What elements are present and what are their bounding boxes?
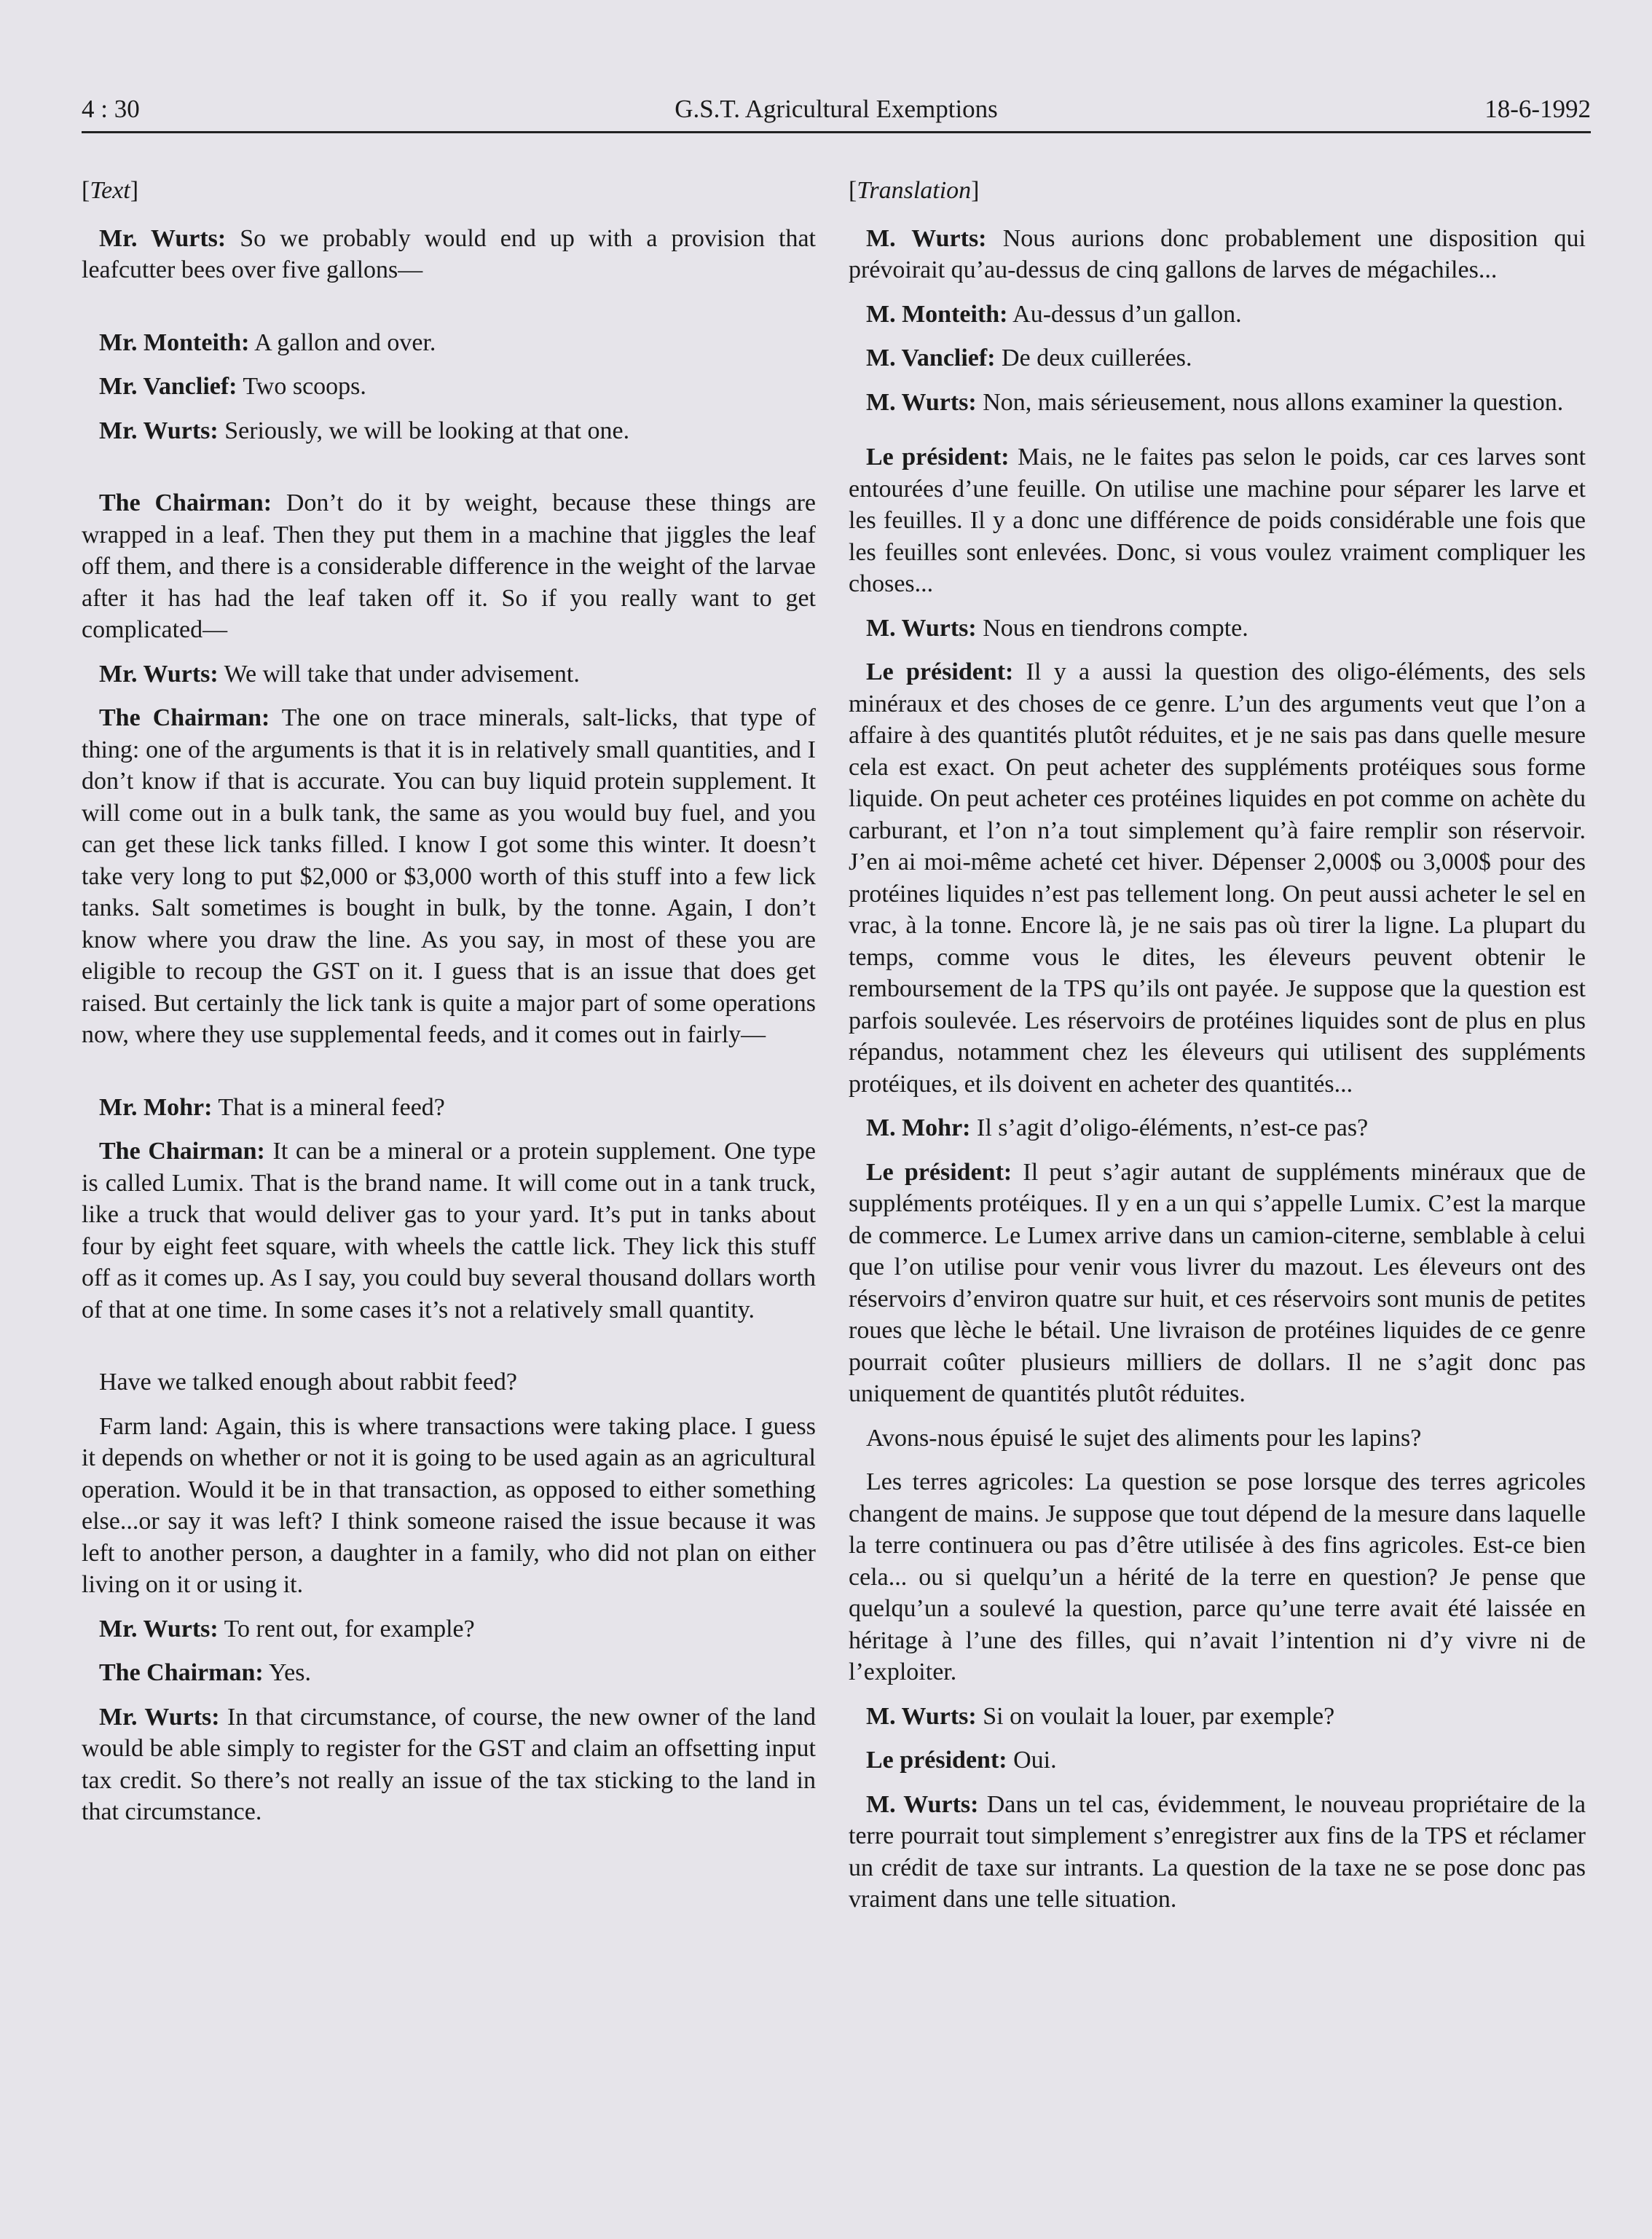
speech-text: That is a mineral feed? bbox=[212, 1093, 445, 1121]
transcript-paragraph bbox=[849, 1423, 1586, 1455]
speech-text: Non, mais sérieusement, nous allons examiner la question. bbox=[976, 388, 1564, 416]
speech-text: Don’t do it by weight, because these things are wrapped in a leaf. Then they put them in a machine that jiggles the leaf off them, and there is a considerable difference in the weight of the larvae after it has had the leaf taken off it. So if you really want to get complicated— bbox=[82, 489, 816, 643]
transcript-paragraph bbox=[82, 658, 816, 690]
transcript-paragraph bbox=[849, 441, 1586, 600]
speaker-name: M. Wurts: bbox=[866, 388, 977, 416]
speaker-name: Mr. Wurts: bbox=[99, 224, 227, 252]
speech-text: Les terres agricoles: La question se pose lorsque des terres agricoles changent de mains. Je suppose que tout dépend de la mesure dans laquelle la terre continuera ou pas d’être utilisée à des fins agricoles. Est-ce bien cela... ou si quelqu’un a hérité de la terre en question? Je pense que quelqu’un a soulevé la question, parce qu’une terre avait été laissée en héritage à l’une des filles, qui n’avait l’intention ni d’y vivre ni de l’exploiter. bbox=[849, 1468, 1586, 1685]
speech-text: Dans un tel cas, évidemment, le nouveau propriétaire de la terre pourrait tout simplement s’enregistrer aux fins de la TPS et réclamer un crédit de taxe sur intrants. La question de la taxe ne se pose donc pas vraiment dans une telle situation. bbox=[849, 1790, 1586, 1913]
transcript-paragraph bbox=[82, 1613, 816, 1645]
speaker-name: The Chairman: bbox=[99, 1138, 265, 1165]
document-date: 18-6-1992 bbox=[1484, 95, 1591, 123]
speech-text: Seriously, we will be looking at that one. bbox=[218, 417, 630, 444]
speech-text: We will take that under advisement. bbox=[218, 660, 580, 688]
speaker-name: M. Wurts: bbox=[866, 224, 987, 252]
speech-text: Si on voulait la louer, par exemple? bbox=[976, 1702, 1335, 1730]
speech-text: A gallon and over. bbox=[249, 328, 436, 356]
transcript-paragraph bbox=[82, 371, 816, 403]
speech-text: Two scoops. bbox=[237, 373, 366, 400]
transcript-paragraph bbox=[82, 702, 816, 1051]
speaker-name: M. Monteith: bbox=[866, 300, 1008, 328]
column-label: [Text] bbox=[82, 177, 139, 204]
transcript-paragraph bbox=[82, 487, 816, 646]
speaker-name: Mr. Vanclief: bbox=[99, 373, 237, 400]
transcript-paragraph bbox=[849, 1744, 1586, 1776]
transcript-paragraph bbox=[849, 342, 1586, 374]
speech-text: Au-dessus d’un gallon. bbox=[1007, 300, 1242, 328]
transcript-paragraph bbox=[849, 1157, 1586, 1410]
speech-text: Yes. bbox=[263, 1659, 311, 1686]
transcript-paragraph bbox=[82, 1092, 816, 1124]
document-title: G.S.T. Agricultural Exemptions bbox=[674, 95, 998, 123]
speaker-name: Le président: bbox=[866, 444, 1010, 471]
speech-text: It can be a mineral or a protein supplement. One type is called Lumix. That is the brand name. It will come out in a tank truck, like a truck that would deliver gas to your yard. It’s put in tanks about four by eight feet square, with wheels the cattle lick. They lick this stuff off as it comes up. As I say, you could buy several thousand dollars worth of that at one time. In some cases it’s not a relatively small quantity. bbox=[82, 1138, 816, 1323]
speech-text: Il y a aussi la question des oligo-éléments, des sels minéraux et des choses de ce genre. L’un des arguments veut que l’on a affaire à des quantités plutôt réduites, et je ne sais pas dans quelle mesure cela est exact. On peut acheter des suppléments protéiques sous forme liquide. On peut acheter ces protéines liquides en pot comme on achète du carburant, et l’on n’a tout simplement qu’à faire remplir son réservoir. J’en ai moi-même acheté cet hiver. Dépenser 2,000$ ou 3,000$ pour des protéines liquides n’est pas tellement long. On peut aussi acheter le sel en vrac, à la tonne. Encore là, je ne sais pas où tirer la ligne. La plupart du temps, comme vous le dites, les éleveurs peuvent obtenir le remboursement de la TPS qu’ils ont payée. Je suppose que la question est parfois soulevée. Les réservoirs de protéines liquides sont de plus en plus répandus, notamment chez les éleveurs qui utilisent des suppléments protéiques, et ils doivent en acheter des quantités... bbox=[849, 658, 1586, 1098]
speaker-name: M. Wurts: bbox=[866, 1702, 977, 1730]
speaker-name: Mr. Wurts: bbox=[99, 1703, 220, 1731]
speech-text: The one on trace minerals, salt-licks, that type of thing: one of the arguments is that it is in relatively small quantities, and I don’t know if that is accurate. You can buy liquid protein supplement. It will come out in a bulk tank, the same as you would buy fuel, and you can get these lick tanks filled. I know I got some this winter. It doesn’t take very long to put $2,000 or $3,000 worth of this stuff into a few lick tanks. Salt sometimes is bought in bulk, by the tonne. Again, I don’t know where you draw the line. As you say, in most of these you are eligible to recoup the GST on it. I guess that is an issue that does get raised. But certainly the lick tank is quite a major part of some operations now, where they use supplemental feeds, and it comes out in fairly— bbox=[82, 704, 817, 1048]
transcript-paragraph bbox=[849, 1701, 1586, 1733]
speaker-name: Le président: bbox=[866, 1158, 1012, 1186]
speaker-name: M. Vanclief: bbox=[866, 345, 996, 371]
speaker-name: M. Wurts: bbox=[866, 614, 977, 642]
speaker-name: Mr. Wurts: bbox=[99, 417, 219, 444]
column-label: [Translation] bbox=[849, 177, 980, 204]
transcript-paragraph bbox=[849, 1466, 1586, 1688]
speaker-name: Mr. Wurts: bbox=[99, 1615, 219, 1642]
speech-text: Oui. bbox=[1007, 1747, 1057, 1774]
speech-text: Nous aurions donc probablement une disposition qui prévoirait qu’au-dessus de cinq gallons de larves de mégachiles... bbox=[849, 224, 1586, 283]
speech-text: Il s’agit d’oligo-éléments, n’est-ce pas? bbox=[970, 1114, 1369, 1141]
transcript-paragraph bbox=[82, 223, 816, 286]
speaker-name: M. Mohr: bbox=[866, 1114, 971, 1141]
speech-text: Farm land: Again, this is where transactions were taking place. I guess it depends on whether or not it is going to be used again as an agricultural operation. Would it be in that transaction, as opposed to either something else...or say it was left? I think someone raised the issue because it was left to another person, a daughter in a family, who did not plan on either living on it or using it. bbox=[82, 1412, 816, 1598]
speaker-name: Mr. Monteith: bbox=[99, 328, 250, 356]
transcript-paragraph bbox=[82, 1366, 816, 1398]
speaker-name: Le président: bbox=[866, 1747, 1007, 1774]
speech-text: Avons-nous épuisé le sujet des aliments pour les lapins? bbox=[866, 1424, 1422, 1452]
speaker-name: The Chairman: bbox=[99, 489, 272, 516]
speech-text: Mais, ne le faites pas selon le poids, car ces larves sont entourées d’une feuille. On utilise une machine pour séparer les larve et les feuilles. Il y a donc une différence de poids considérable une fois que les feuilles sont enlevées. Donc, si vous voulez vraiment compliquer les choses... bbox=[849, 444, 1586, 597]
speaker-name: Mr. Mohr: bbox=[99, 1093, 213, 1121]
speaker-name: M. Wurts: bbox=[866, 1790, 979, 1818]
page-number: 4 : 30 bbox=[82, 95, 140, 123]
transcript-paragraph bbox=[82, 327, 816, 359]
transcript-paragraph bbox=[849, 1112, 1586, 1144]
transcript-paragraph bbox=[82, 1657, 816, 1689]
speech-text: To rent out, for example? bbox=[218, 1615, 475, 1642]
speaker-name: The Chairman: bbox=[99, 704, 270, 731]
transcript-paragraph bbox=[82, 1411, 816, 1601]
transcript-paragraph bbox=[82, 415, 816, 447]
speaker-name: Mr. Wurts: bbox=[99, 660, 219, 688]
speech-text: De deux cuillerées. bbox=[995, 345, 1192, 371]
transcript-paragraph bbox=[849, 223, 1586, 286]
transcript-paragraph bbox=[849, 613, 1586, 645]
speaker-name: Le président: bbox=[866, 658, 1014, 685]
transcript-paragraph bbox=[82, 1136, 816, 1326]
speech-text: So we probably would end up with a provision that leafcutter bees over five gallons— bbox=[82, 224, 816, 283]
transcript-paragraph bbox=[849, 387, 1586, 419]
french-translation-column bbox=[849, 175, 1586, 1928]
transcript-paragraph bbox=[82, 1701, 816, 1828]
page-header bbox=[82, 90, 1591, 133]
speech-text: Have we talked enough about rabbit feed? bbox=[99, 1369, 517, 1396]
speech-text: Nous en tiendrons compte. bbox=[976, 614, 1248, 642]
transcript-paragraph bbox=[849, 1789, 1586, 1916]
english-text-column bbox=[82, 175, 816, 1841]
transcript-paragraph bbox=[849, 299, 1586, 331]
speech-text: In that circumstance, of course, the new owner of the land would be able simply to register for the GST and claim an offsetting input tax credit. So there’s not really an issue of the tax sticking to the land in that circumstance. bbox=[82, 1703, 816, 1825]
speaker-name: The Chairman: bbox=[99, 1659, 264, 1686]
transcript-paragraph bbox=[849, 656, 1586, 1100]
speech-text: Il peut s’agir autant de suppléments minéraux que de suppléments protéiques. Il y en a un qui s’appelle Lumix. C’est la marque de commerce. Le Lumex arrive dans un camion-citerne, semblable à celui que l’on utilise pour venir vous livrer du mazout. Les éleveurs ont des réservoirs d’environ quatre sur huit, et ces réservoirs sont munis de petites roues que lèche le bétail. Une livraison de protéines liquides de ce genre pourrait coûter plusieurs milliers de dollars. Il ne s’agit donc pas uniquement de quantités plutôt réduites. bbox=[849, 1158, 1586, 1407]
